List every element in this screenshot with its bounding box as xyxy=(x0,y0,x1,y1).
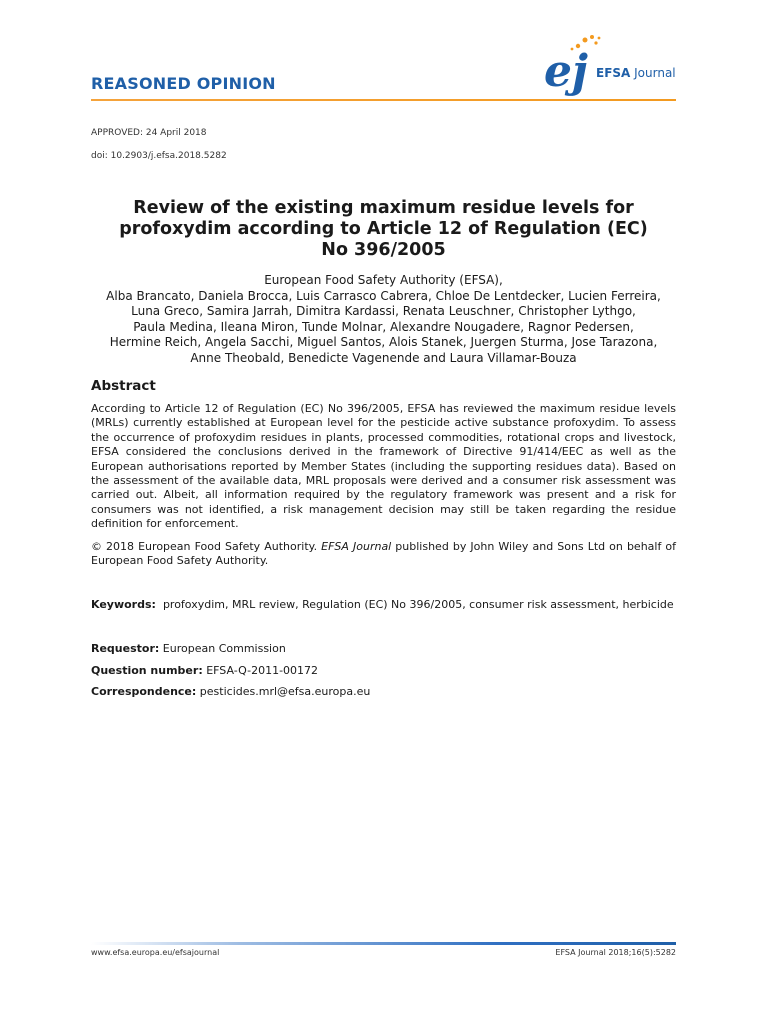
abstract-heading: Abstract xyxy=(91,378,156,394)
title-line: No 396/2005 xyxy=(321,240,446,260)
question-value: EFSA-Q-2011-00172 xyxy=(206,664,319,677)
keywords-label: Keywords: xyxy=(91,598,156,611)
copyright-journal: EFSA Journal xyxy=(321,540,392,553)
author-line: Paula Medina, Ileana Miron, Tunde Molnar, Alexandre Nougadere, Ragnor Pedersen, xyxy=(133,319,634,334)
logo-letters: ej xyxy=(544,46,588,97)
author-line: Hermine Reich, Angela Sacchi, Miguel Santos, Alois Stanek, Juergen Sturma, Jose Tarazona, xyxy=(109,335,658,349)
keywords xyxy=(91,598,691,611)
section-label: REASONED OPINION xyxy=(91,74,276,93)
title-line: Review of the existing maximum residue levels for xyxy=(133,198,634,218)
correspondence-label: Correspondence: xyxy=(91,685,197,698)
author-line: Anne Theobald, Benedicte Vagenende and Laura Villamar-Bouza xyxy=(190,350,577,365)
author-line: European Food Safety Authority (EFSA), xyxy=(264,273,503,287)
copyright-notice xyxy=(91,540,676,569)
copyright-suffix: published by John Wiley and Sons Ltd on behalf of European Food Safety Authority. xyxy=(91,540,676,568)
document-title xyxy=(91,198,676,261)
author-list xyxy=(91,273,676,366)
requestor xyxy=(91,642,286,655)
approved-date: APPROVED: 24 April 2018 xyxy=(91,128,207,138)
requestor-label: Requestor: xyxy=(91,642,160,655)
footer-url[interactable]: www.efsa.europa.eu/efsajournal xyxy=(91,948,220,957)
journal-name xyxy=(596,66,676,80)
footer-rule xyxy=(91,942,676,945)
keywords-value: profoxydim, MRL review, Regulation (EC) No 396/2005, consumer risk assessment, herbicide xyxy=(162,598,674,611)
correspondence-email[interactable]: pesticides.mrl@efsa.europa.eu xyxy=(199,685,371,698)
question-number xyxy=(91,664,318,677)
footer-citation: EFSA Journal 2018;16(5):5282 xyxy=(555,948,676,957)
journal-name-rest: Journal xyxy=(630,66,676,80)
abstract-body: According to Article 12 of Regulation (EC) No 396/2005, EFSA has reviewed the maximum residue levels (MRLs) currently established at European level for the pesticide active substance profoxydim. To assess the occurrence of profoxydim residues in plants, processed commodities, rotational crops and livestock, EFSA considered the conclusions derived in the framework of Directive 91/414/EEC as well as the European authorisations reported by Member States (including the supporting residues data). Based on the assessment of the available data, MRL proposals were derived and a consumer risk assessment was carried out. Albeit, all information required by the regulatory framework was present and a risk for consumers was not identified, a risk management decision may still be taken regarding the residue definition for enforcement. xyxy=(91,402,676,531)
author-line: Alba Brancato, Daniela Brocca, Luis Carrasco Cabrera, Chloe De Lentdecker, Lucien Ferreira, xyxy=(106,288,661,303)
correspondence xyxy=(91,685,370,698)
title-line: profoxydim according to Article 12 of Regulation (EC) xyxy=(119,219,648,239)
question-label: Question number: xyxy=(91,664,203,677)
copyright-prefix: © 2018 European Food Safety Authority. xyxy=(91,540,322,553)
journal-name-bold: EFSA xyxy=(596,66,631,80)
efsa-journal-logo xyxy=(538,30,688,100)
doi: doi: 10.2903/j.efsa.2018.5282 xyxy=(91,151,227,161)
requestor-value: European Commission xyxy=(162,642,286,655)
author-line: Luna Greco, Samira Jarrah, Dimitra Kardassi, Renata Leuschner, Christopher Lythgo, xyxy=(131,304,636,318)
